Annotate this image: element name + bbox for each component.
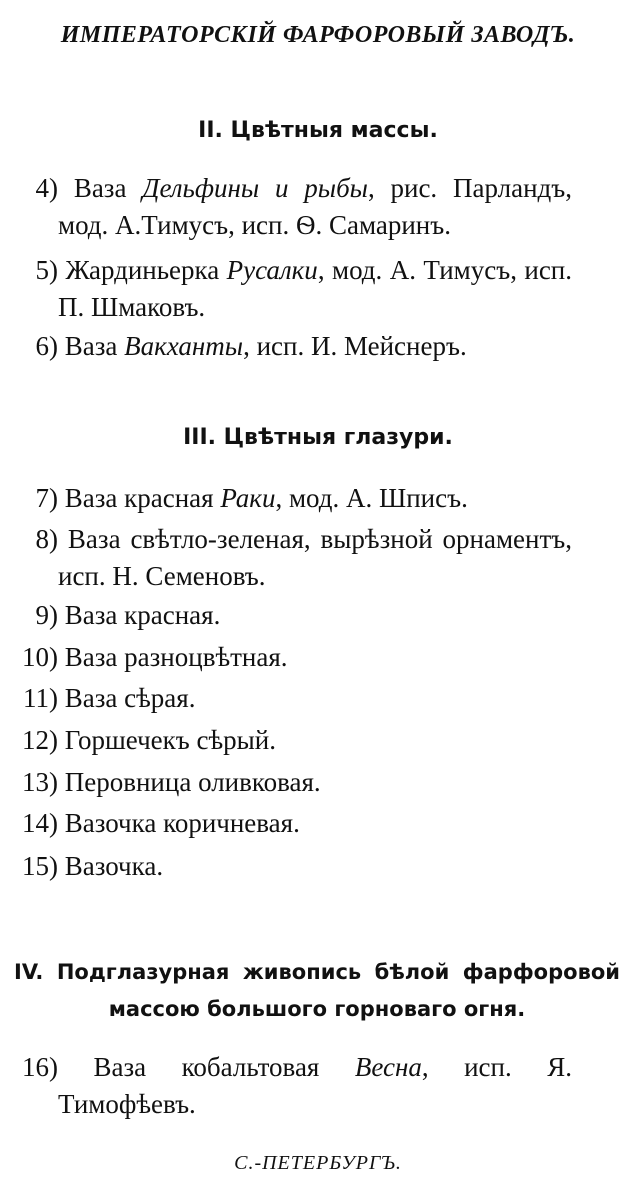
entry-text: Горшечекъ сѣрый.: [64, 725, 276, 755]
entry-text: Вазочка коричневая.: [64, 808, 300, 838]
list-item: [10, 328, 572, 365]
entry-number: 12): [22, 725, 58, 755]
list-item: [10, 170, 572, 244]
list-item: [10, 805, 572, 842]
entry-number: 10): [22, 642, 58, 672]
entry-title: Раки: [220, 483, 276, 513]
entry-number: 5): [35, 255, 58, 285]
entry-text: Ваза: [64, 331, 125, 361]
list-item: [10, 1049, 572, 1123]
entry-text: Ваза: [73, 173, 143, 203]
section-title-ii: II. Цвѣтныя массы.: [198, 118, 438, 143]
entry-title: Весна: [354, 1052, 422, 1082]
entry-text: Ваза красная.: [64, 600, 221, 630]
imprint-footer: С.-ПЕТЕРБУРГЪ.: [234, 1152, 402, 1174]
list-item: [10, 597, 572, 634]
entry-title: Дельфины и рыбы: [142, 173, 368, 203]
entry-text-tail: , исп. Я. Тимофѣевъ.: [58, 1052, 572, 1119]
entry-text: Ваза свѣтло-зеленая, вырѣзной орнаментъ, исп. Н. Семеновъ.: [58, 524, 573, 591]
entry-text: Ваза красная: [64, 483, 221, 513]
list-item: [10, 639, 572, 676]
list-item: [10, 764, 572, 801]
entry-number: 6): [35, 331, 58, 361]
entry-text: Вазочка.: [64, 851, 164, 881]
entry-number: 9): [35, 600, 58, 630]
entry-number: 13): [22, 767, 58, 797]
entry-text-tail: , рис. Парландъ, мод. А.Тимусъ, исп. Ѳ. Самаринъ.: [58, 173, 572, 240]
section-title-iv: IV. Подглазурная живопись бѣлой фарфоровой массою большого горноваго огня.: [14, 960, 620, 1021]
list-item: [10, 680, 572, 717]
entry-text: Ваза разноцвѣтная.: [64, 642, 288, 672]
entry-text-tail: , исп. И. Мейснеръ.: [243, 331, 467, 361]
entry-number: 8): [35, 524, 58, 554]
entry-text-tail: , мод. А. Тимусъ, исп. П. Шмаковъ.: [58, 255, 572, 322]
list-item: [10, 848, 572, 885]
section-title-iii: III. Цвѣтныя глазури.: [183, 425, 453, 450]
entry-title: Русалки: [226, 255, 318, 285]
entry-text: Жардиньерка: [65, 255, 227, 285]
entry-text-tail: , мод. А. Шписъ.: [275, 483, 468, 513]
entry-number: 14): [22, 808, 58, 838]
list-item: [10, 521, 572, 595]
list-item: [10, 722, 572, 759]
entry-number: 11): [23, 683, 58, 713]
entry-number: 7): [35, 483, 58, 513]
list-item: [10, 480, 572, 517]
entry-number: 4): [35, 173, 58, 203]
entry-text: Ваза кобальтовая: [93, 1052, 355, 1082]
entry-text: Перовница оливковая.: [64, 767, 321, 797]
running-head: ИМПЕРАТОРСКІЙ ФАРФОРОВЫЙ ЗАВОДЪ.: [60, 22, 576, 48]
list-item: [10, 252, 572, 326]
entry-title: Вакханты: [124, 331, 244, 361]
entry-number: 15): [22, 851, 58, 881]
entry-text: Ваза сѣрая.: [64, 683, 196, 713]
entry-number: 16): [22, 1052, 58, 1082]
